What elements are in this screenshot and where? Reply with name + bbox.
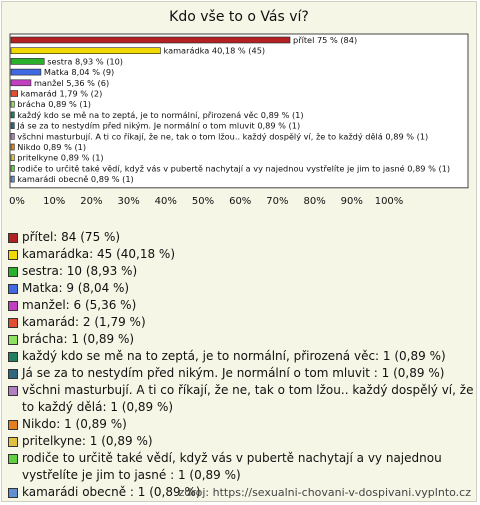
x-tick-label: 60% <box>229 195 252 207</box>
bar <box>11 144 14 150</box>
x-tick-label: 90% <box>340 195 363 207</box>
legend-label: Nikdo: 1 (0,89 %) <box>22 417 127 431</box>
chart-title: Kdo vše to o Vás ví? <box>169 9 309 25</box>
legend-item <box>8 229 474 246</box>
x-tick-label: 50% <box>191 195 215 207</box>
bar-label: všchni masturbují. A ti co říkají, že ne, tak o tom lžou.. každý dospělý ví, že to každý dělá 0,89 % (1) <box>17 131 429 142</box>
bar-label: kamarád 1,79 % (2) <box>20 88 103 99</box>
legend-label: Já se za to nestydím před nikým. Je normální o tom mluvit : 1 (0,89 %) <box>22 366 445 380</box>
legend-swatch <box>8 318 18 328</box>
legend-swatch <box>8 335 18 345</box>
legend-label: rodiče to určitě také vědí, když vás v pubertě nachytají a vy najednou vystřelíte je jim to jasné : 1 (0,89 %) <box>22 451 442 482</box>
legend-swatch <box>8 267 18 277</box>
legend-item <box>8 297 474 314</box>
legend-swatch <box>8 420 18 430</box>
x-tick-label: 70% <box>266 195 289 207</box>
legend-swatch <box>8 352 18 362</box>
bar-label: rodiče to určitě také vědí, když vás v pubertě nachytají a vy najednou vystřelíte je jim to jasné 0,89 % (1) <box>17 163 451 174</box>
legend-label: přítel: 84 (75 %) <box>22 230 121 244</box>
bar-label: kamarádi obecně 0,89 % (1) <box>17 174 134 185</box>
legend-label: všchni masturbují. A ti co říkají, že ne, tak o tom lžou.. každý dospělý ví, že to každý dělá: 1 (0,89 %) <box>22 383 474 414</box>
x-tick-label: 10% <box>43 195 66 207</box>
legend-swatch <box>8 369 18 379</box>
legend-label: manžel: 6 (5,36 %) <box>22 298 137 312</box>
legend-item <box>8 331 474 348</box>
bar-chart <box>0 0 480 225</box>
bar <box>11 58 44 64</box>
legend-label: brácha: 1 (0,89 %) <box>22 332 135 346</box>
bar <box>11 112 14 118</box>
bar-label: manžel 5,36 % (6) <box>33 77 110 88</box>
bar-label: sestra 8,93 % (10) <box>47 56 124 67</box>
x-tick-label: 30% <box>117 195 140 207</box>
bar <box>11 123 14 129</box>
bar-label: přítel 75 % (84) <box>293 35 358 45</box>
bar-label: Nikdo 0,89 % (1) <box>17 142 87 152</box>
legend-item <box>8 450 474 484</box>
legend-label: každý kdo se mě na to zeptá, je to normální, přirozená věc: 1 (0,89 %) <box>22 349 446 363</box>
legend-item <box>8 433 474 450</box>
legend-label: pritelkyne: 1 (0,89 %) <box>22 434 153 448</box>
bar <box>11 91 18 97</box>
legend-item <box>8 382 474 416</box>
bar <box>11 165 14 171</box>
bar-label: brácha 0,89 % (1) <box>17 99 92 110</box>
bar <box>11 155 14 161</box>
legend-swatch <box>8 233 18 243</box>
legend-item <box>8 246 474 263</box>
x-tick-label: 100% <box>374 195 404 207</box>
bar-label: kamarádka 40,18 % (45) <box>163 45 266 56</box>
legend-swatch <box>8 250 18 260</box>
bar <box>11 176 14 182</box>
bar-label: Já se za to nestydím před nikým. Je normální o tom mluvit 0,89 % (1) <box>17 120 301 131</box>
legend-label: kamarádi obecně : 1 (0,89 %) <box>22 485 201 499</box>
legend-item <box>8 365 474 382</box>
legend-item <box>8 280 474 297</box>
legend-label: kamarád: 2 (1,79 %) <box>22 315 146 329</box>
legend-label: sestra: 10 (8,93 %) <box>22 264 138 278</box>
bar-label: každý kdo se mě na to zeptá, je to normální, přirozená věc 0,89 % (1) <box>17 109 304 120</box>
legend-swatch <box>8 454 18 464</box>
legend-label: Matka: 9 (8,04 %) <box>22 281 130 295</box>
x-tick-label: 80% <box>303 195 326 207</box>
legend-swatch <box>8 386 18 396</box>
legend-swatch <box>8 488 18 498</box>
legend-label: kamarádka: 45 (40,18 %) <box>22 247 176 261</box>
x-tick-label: 20% <box>80 195 103 207</box>
legend-swatch <box>8 301 18 311</box>
bar <box>11 48 160 54</box>
legend <box>8 229 474 501</box>
source-note: zdroj: https://sexualni-chovani-v-dospivani.vyplnto.cz <box>178 486 471 499</box>
x-tick-label: 40% <box>154 195 177 207</box>
bar <box>11 80 31 86</box>
x-tick-label: 0% <box>9 195 25 207</box>
legend-item <box>8 263 474 280</box>
bar <box>11 69 41 75</box>
bar <box>11 133 14 139</box>
legend-item <box>8 314 474 331</box>
legend-item <box>8 348 474 365</box>
bar <box>11 101 14 107</box>
bar-label: pritelkyne 0,89 % (1) <box>17 152 104 163</box>
bar-label: Matka 8,04 % (9) <box>43 67 115 78</box>
bar <box>11 37 290 43</box>
legend-item <box>8 416 474 433</box>
legend-swatch <box>8 284 18 294</box>
legend-swatch <box>8 437 18 447</box>
